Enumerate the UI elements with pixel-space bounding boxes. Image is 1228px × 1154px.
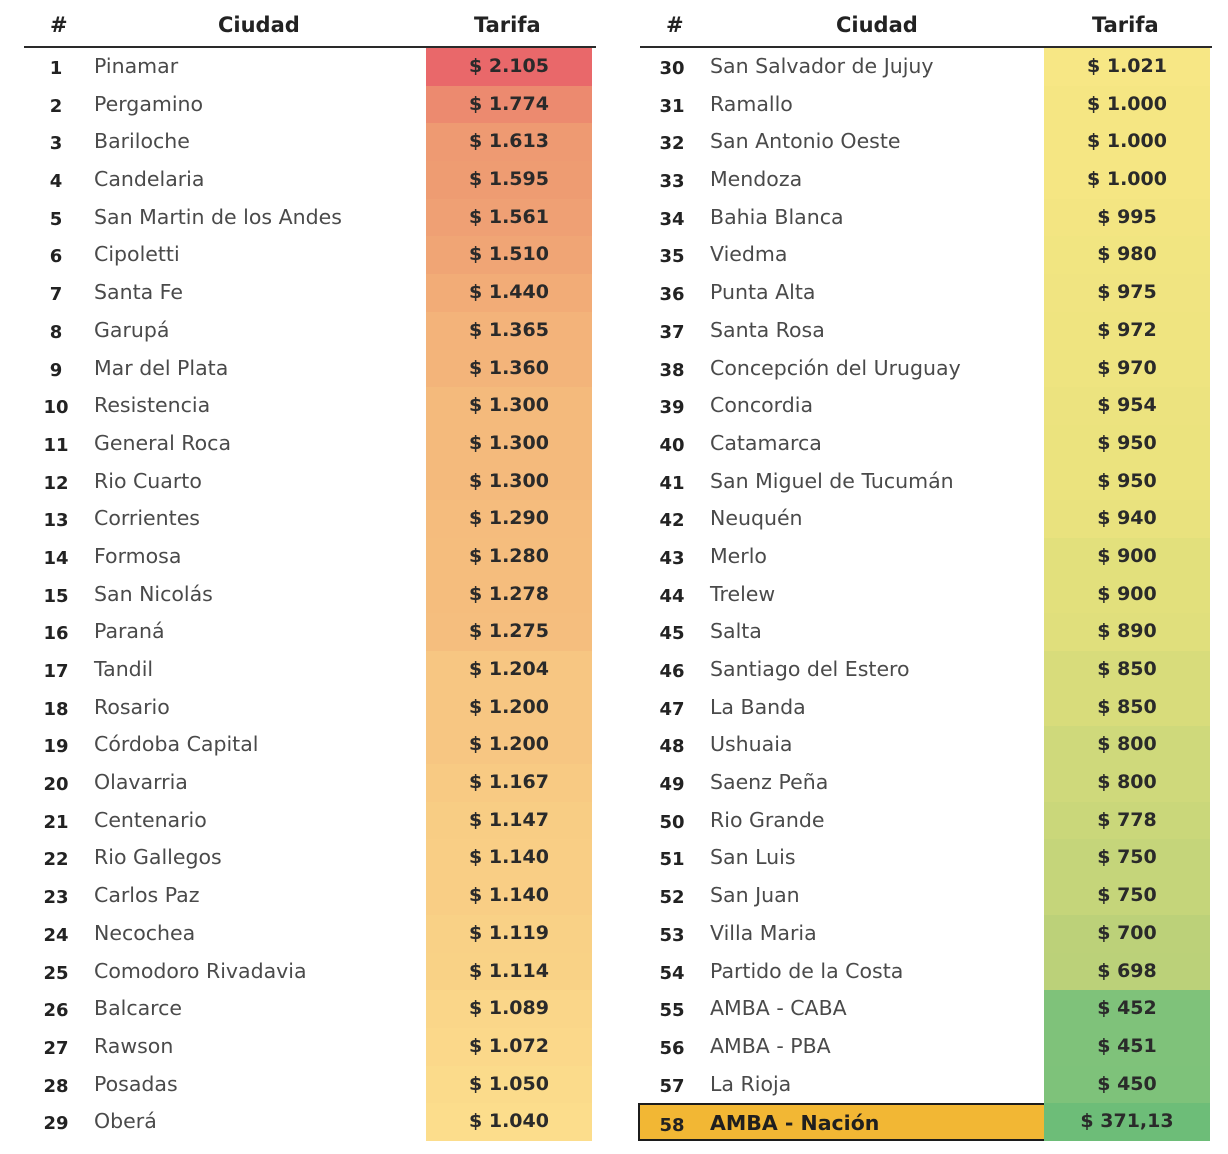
- rank-number: 29: [43, 1113, 69, 1135]
- header-num: #: [50, 13, 68, 37]
- rank-number: 9: [49, 359, 63, 381]
- city-name: Formosa: [94, 543, 182, 568]
- fare-value: $ 1.300: [426, 463, 592, 501]
- fare-value: $ 1.119: [426, 915, 592, 953]
- table-row: [640, 1066, 1212, 1104]
- city-name: Salta: [710, 619, 762, 644]
- fare-value: $ 1.147: [426, 802, 592, 840]
- fare-value: $ 750: [1044, 839, 1210, 877]
- rank-number: 31: [659, 95, 685, 117]
- table-row: [24, 613, 596, 651]
- table-row: [24, 689, 596, 727]
- city-name: Concordia: [710, 393, 814, 418]
- city-name: La Rioja: [710, 1071, 792, 1096]
- table-row: [640, 1028, 1212, 1066]
- city-name: Rosario: [94, 694, 170, 719]
- fare-value: $ 1.021: [1044, 48, 1210, 86]
- rank-number: 5: [49, 208, 63, 230]
- table-row: [24, 726, 596, 764]
- rank-number: 54: [659, 962, 685, 984]
- table-row: [24, 538, 596, 576]
- city-name: Rawson: [94, 1033, 174, 1058]
- table-row: [24, 839, 596, 877]
- rank-number: 57: [659, 1075, 685, 1097]
- city-name: San Antonio Oeste: [710, 129, 901, 154]
- city-name: Mar del Plata: [94, 355, 229, 380]
- fare-value: $ 1.360: [426, 350, 592, 388]
- table-row: [24, 387, 596, 425]
- fare-value: $ 698: [1044, 953, 1210, 991]
- city-name: Bariloche: [94, 129, 190, 154]
- fare-value: $ 1.204: [426, 651, 592, 689]
- fare-value: $ 850: [1044, 651, 1210, 689]
- table-row: [24, 199, 596, 237]
- table-row: [640, 726, 1212, 764]
- city-name: Garupá: [94, 317, 170, 342]
- fare-value: $ 1.200: [426, 689, 592, 727]
- rank-number: 30: [659, 58, 685, 79]
- table-row: [640, 236, 1212, 274]
- city-name: Santa Rosa: [710, 317, 825, 342]
- table-row: [640, 689, 1212, 727]
- table-row: [640, 199, 1212, 237]
- fare-value: $ 954: [1044, 387, 1210, 425]
- rank-number: 18: [43, 698, 69, 720]
- table-row: [24, 1028, 596, 1066]
- table-row: [640, 538, 1212, 576]
- rank-number: 15: [43, 585, 69, 607]
- fare-value: $ 1.510: [426, 236, 592, 274]
- table-row: [24, 425, 596, 463]
- table-row: [24, 877, 596, 915]
- city-name: Olavarria: [94, 770, 188, 795]
- fare-value: $ 972: [1044, 312, 1210, 350]
- city-name: Corrientes: [94, 506, 200, 531]
- city-name: Tandil: [94, 657, 154, 681]
- table-row: [24, 48, 596, 86]
- rank-number: 4: [49, 171, 63, 193]
- highlight-row: [640, 1103, 1212, 1141]
- rank-number: 28: [43, 1075, 69, 1097]
- city-name: San Miguel de Tucumán: [710, 468, 954, 493]
- city-name: Punta Alta: [710, 280, 816, 305]
- fare-value: $ 1.300: [426, 425, 592, 463]
- header-fare: Tarifa: [1092, 13, 1159, 37]
- table-row: [640, 953, 1212, 991]
- city-name: Carlos Paz: [94, 883, 200, 908]
- table-row: [640, 350, 1212, 388]
- rank-number: 49: [659, 774, 685, 796]
- city-name: Rio Grande: [710, 807, 825, 832]
- city-name: Santiago del Estero: [710, 657, 910, 681]
- city-name: Neuquén: [710, 506, 803, 531]
- fare-value: $ 950: [1044, 425, 1210, 463]
- rows-left: [24, 48, 596, 1141]
- fare-value: $ 2.105: [426, 48, 592, 86]
- city-name: Rio Cuarto: [94, 468, 202, 493]
- table-row: [640, 86, 1212, 124]
- table-row: [24, 990, 596, 1028]
- table-row: [24, 953, 596, 991]
- table-row: [24, 915, 596, 953]
- rank-number: 11: [43, 434, 69, 456]
- city-name: Saenz Peña: [710, 770, 829, 795]
- fare-value: $ 1.440: [426, 274, 592, 312]
- city-name: Necochea: [94, 920, 196, 945]
- table-row: [640, 387, 1212, 425]
- rank-number: 45: [659, 623, 685, 645]
- table-row: [24, 463, 596, 501]
- fare-value: $ 850: [1044, 689, 1210, 727]
- city-name: Ramallo: [710, 91, 793, 116]
- table-row: [24, 500, 596, 538]
- city-name: Pergamino: [94, 91, 204, 116]
- table-row: [640, 123, 1212, 161]
- rank-number: 39: [659, 397, 685, 419]
- table-row: [24, 161, 596, 199]
- rank-number: 23: [43, 887, 69, 909]
- rank-number: 38: [659, 359, 685, 381]
- city-name: Merlo: [710, 543, 767, 568]
- table-row: [24, 764, 596, 802]
- table-row: [24, 651, 596, 689]
- fare-value: $ 950: [1044, 463, 1210, 501]
- table-row: [24, 86, 596, 124]
- city-name: Trelew: [710, 581, 776, 606]
- fare-value: $ 800: [1044, 764, 1210, 802]
- city-name: Viedma: [710, 242, 788, 267]
- city-name: Córdoba Capital: [94, 732, 259, 757]
- city-name: Oberá: [94, 1109, 157, 1134]
- table-row: [640, 651, 1212, 689]
- fare-value: $ 1.140: [426, 877, 592, 915]
- fare-value: $ 900: [1044, 538, 1210, 576]
- rank-number: 42: [659, 510, 685, 532]
- city-name: San Martin de los Andes: [94, 204, 342, 229]
- table-row: [640, 802, 1212, 840]
- rank-number: 40: [659, 434, 685, 456]
- table-header-right: [640, 0, 1212, 48]
- fare-table-right: [640, 0, 1212, 1154]
- city-name: Concepción del Uruguay: [710, 355, 961, 380]
- rank-number: 16: [43, 623, 69, 645]
- city-name: Villa Maria: [710, 920, 817, 945]
- rank-number: 22: [43, 849, 69, 871]
- table-row: [640, 990, 1212, 1028]
- fare-value: $ 1.000: [1044, 161, 1210, 199]
- fare-value: $ 890: [1044, 613, 1210, 651]
- rank-number: 53: [659, 924, 685, 946]
- fare-value: $ 1.595: [426, 161, 592, 199]
- table-row: [640, 48, 1212, 86]
- rank-number: 46: [659, 661, 685, 682]
- fare-value: $ 1.167: [426, 764, 592, 802]
- rank-number: 10: [43, 397, 69, 419]
- fare-value: $ 1.613: [426, 123, 592, 161]
- header-city: Ciudad: [836, 13, 918, 37]
- table-row: [24, 802, 596, 840]
- fare-value: $ 995: [1044, 199, 1210, 237]
- fare-value: $ 700: [1044, 915, 1210, 953]
- rank-number: 25: [43, 962, 69, 984]
- city-name: Posadas: [94, 1071, 178, 1096]
- header-fare: Tarifa: [474, 13, 541, 37]
- fare-value: $ 1.365: [426, 312, 592, 350]
- fare-value: $ 778: [1044, 802, 1210, 840]
- rank-number: 33: [659, 171, 685, 193]
- city-name: Rio Gallegos: [94, 845, 222, 870]
- city-name: Santa Fe: [94, 280, 183, 305]
- fare-value: $ 970: [1044, 350, 1210, 388]
- fare-value: $ 1.278: [426, 576, 592, 614]
- fare-value: $ 980: [1044, 236, 1210, 274]
- city-name: General Roca: [94, 430, 232, 455]
- rank-number: 3: [49, 133, 63, 155]
- fare-value: $ 900: [1044, 576, 1210, 614]
- rank-number: 14: [43, 547, 69, 569]
- table-row: [24, 123, 596, 161]
- fare-value: $ 1.140: [426, 839, 592, 877]
- city-name: San Nicolás: [94, 581, 213, 606]
- table-row: [640, 161, 1212, 199]
- table-row: [640, 915, 1212, 953]
- table-row: [24, 1103, 596, 1141]
- rank-number: 50: [659, 811, 685, 833]
- rank-number: 27: [43, 1037, 69, 1059]
- table-row: [24, 236, 596, 274]
- rank-number: 13: [43, 510, 69, 532]
- fare-value: $ 750: [1044, 877, 1210, 915]
- rank-number: 24: [43, 924, 69, 946]
- table-row: [24, 350, 596, 388]
- city-name: Pinamar: [94, 54, 179, 78]
- table-row: [24, 312, 596, 350]
- table-row: [640, 500, 1212, 538]
- fare-value: $ 1.280: [426, 538, 592, 576]
- fare-value: $ 1.072: [426, 1028, 592, 1066]
- city-name: Paraná: [94, 619, 165, 644]
- rank-number: 51: [659, 849, 685, 871]
- fare-value: $ 1.200: [426, 726, 592, 764]
- city-name: Mendoza: [710, 167, 803, 192]
- rank-number: 36: [659, 284, 685, 306]
- rank-number: 55: [659, 1000, 685, 1022]
- table-row: [24, 1066, 596, 1104]
- fare-value: $ 371,13: [1044, 1103, 1210, 1141]
- fare-value: $ 940: [1044, 500, 1210, 538]
- table-row: [640, 312, 1212, 350]
- city-name: San Luis: [710, 845, 796, 870]
- table-row: [640, 839, 1212, 877]
- rank-number: 8: [49, 321, 63, 343]
- table-row: [640, 463, 1212, 501]
- rank-number: 41: [659, 472, 685, 494]
- rank-number: 47: [659, 698, 685, 720]
- table-header-left: [24, 0, 596, 48]
- table-row: [640, 764, 1212, 802]
- header-num: #: [666, 13, 684, 37]
- rank-number: 19: [43, 736, 69, 758]
- rank-number: 56: [659, 1037, 685, 1059]
- rank-number: 48: [659, 736, 685, 758]
- rank-number: 2: [49, 95, 63, 117]
- fare-value: $ 452: [1044, 990, 1210, 1028]
- rank-number: 26: [43, 1000, 69, 1022]
- city-name: Partido de la Costa: [710, 958, 904, 983]
- rank-number: 21: [43, 811, 69, 833]
- fare-value: $ 451: [1044, 1028, 1210, 1066]
- rank-number: 43: [659, 547, 685, 569]
- fare-value: $ 800: [1044, 726, 1210, 764]
- table-row: [640, 425, 1212, 463]
- fare-value: $ 1.089: [426, 990, 592, 1028]
- header-city: Ciudad: [218, 13, 300, 37]
- fare-value: $ 1.774: [426, 86, 592, 124]
- rank-number: 17: [43, 661, 69, 682]
- city-name: Catamarca: [710, 430, 822, 455]
- city-name: AMBA - PBA: [710, 1033, 831, 1058]
- table-row: [24, 576, 596, 614]
- rank-number: 35: [659, 246, 685, 268]
- rank-number: 58: [659, 1115, 685, 1137]
- table-row: [640, 576, 1212, 614]
- fare-value: $ 975: [1044, 274, 1210, 312]
- rank-number: 1: [49, 58, 63, 79]
- fare-value: $ 1.275: [426, 613, 592, 651]
- rank-number: 52: [659, 887, 685, 909]
- fare-value: $ 1.050: [426, 1066, 592, 1104]
- rank-number: 34: [659, 208, 685, 230]
- city-name: Ushuaia: [710, 732, 793, 757]
- table-row: [640, 877, 1212, 915]
- city-name: Centenario: [94, 807, 207, 832]
- fare-value: $ 1.561: [426, 199, 592, 237]
- rank-number: 12: [43, 472, 69, 494]
- city-name: Candelaria: [94, 167, 205, 192]
- table-row: [640, 613, 1212, 651]
- rank-number: 37: [659, 321, 685, 343]
- city-name: AMBA - CABA: [710, 996, 847, 1021]
- rank-number: 44: [659, 585, 685, 607]
- rank-number: 32: [659, 133, 685, 155]
- highlight-row-box: [638, 1103, 1210, 1141]
- city-name: San Salvador de Jujuy: [710, 54, 934, 78]
- table-row: [640, 274, 1212, 312]
- fare-value: $ 1.040: [426, 1103, 592, 1141]
- table-row: [24, 274, 596, 312]
- rank-number: 7: [49, 284, 63, 306]
- fare-value: $ 450: [1044, 1066, 1210, 1104]
- city-name: Bahia Blanca: [710, 204, 844, 229]
- city-name: Balcarce: [94, 996, 183, 1021]
- fare-value: $ 1.300: [426, 387, 592, 425]
- fare-value: $ 1.000: [1044, 123, 1210, 161]
- rank-number: 6: [49, 246, 63, 268]
- city-name: AMBA - Nación: [710, 1111, 880, 1136]
- fare-value: $ 1.114: [426, 953, 592, 991]
- fare-value: $ 1.290: [426, 500, 592, 538]
- city-name: Cipoletti: [94, 242, 180, 267]
- city-name: La Banda: [710, 694, 806, 719]
- city-name: Comodoro Rivadavia: [94, 958, 307, 983]
- fare-value: $ 1.000: [1044, 86, 1210, 124]
- city-name: Resistencia: [94, 393, 211, 418]
- rows-right: [640, 48, 1212, 1141]
- city-name: San Juan: [710, 883, 800, 908]
- rank-number: 20: [43, 774, 69, 796]
- fare-table-left: [24, 0, 596, 1154]
